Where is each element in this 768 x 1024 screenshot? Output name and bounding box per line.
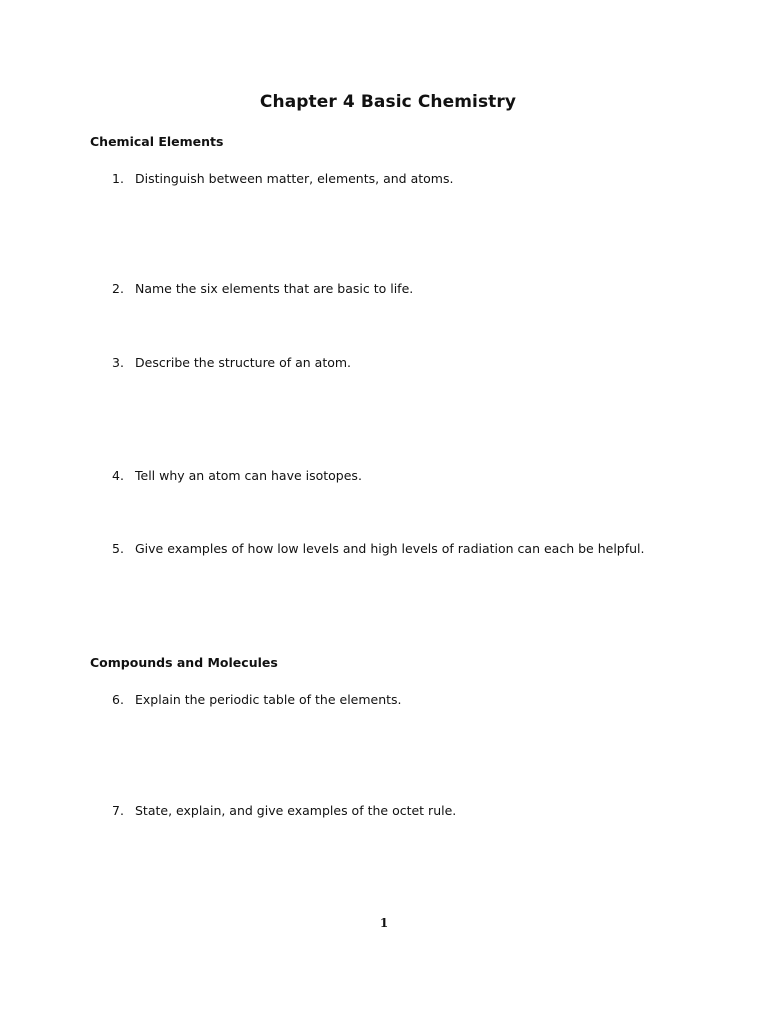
question-item: [112, 355, 351, 370]
question-item: [112, 468, 362, 483]
section-heading-chemical-elements: Chemical Elements: [90, 134, 224, 149]
question-text: Describe the structure of an atom.: [135, 355, 352, 370]
question-number: 5.: [112, 541, 124, 556]
question-text: Distinguish between matter, elements, and atoms.: [135, 171, 454, 186]
page-title: Chapter 4 Basic Chemistry: [259, 92, 517, 112]
question-text: State, explain, and give examples of the octet rule.: [135, 803, 457, 818]
question-number: 1.: [112, 171, 124, 186]
section-heading-compounds-and-molecules: Compounds and Molecules: [90, 655, 278, 670]
question-number: 3.: [112, 355, 124, 370]
question-text: Explain the periodic table of the elements.: [135, 692, 402, 707]
question-text: Name the six elements that are basic to life.: [135, 281, 414, 296]
question-item: [112, 541, 645, 556]
question-item: [112, 692, 402, 707]
question-item: [112, 281, 413, 296]
question-text: Give examples of how low levels and high levels of radiation can each be helpful.: [135, 541, 645, 556]
question-text: Tell why an atom can have isotopes.: [135, 468, 362, 483]
question-number: 6.: [112, 692, 124, 707]
question-item: [112, 803, 456, 818]
question-number: 7.: [112, 803, 124, 818]
question-item: [112, 171, 453, 186]
page-number: 1: [379, 916, 389, 930]
question-number: 2.: [112, 281, 124, 296]
question-number: 4.: [112, 468, 124, 483]
